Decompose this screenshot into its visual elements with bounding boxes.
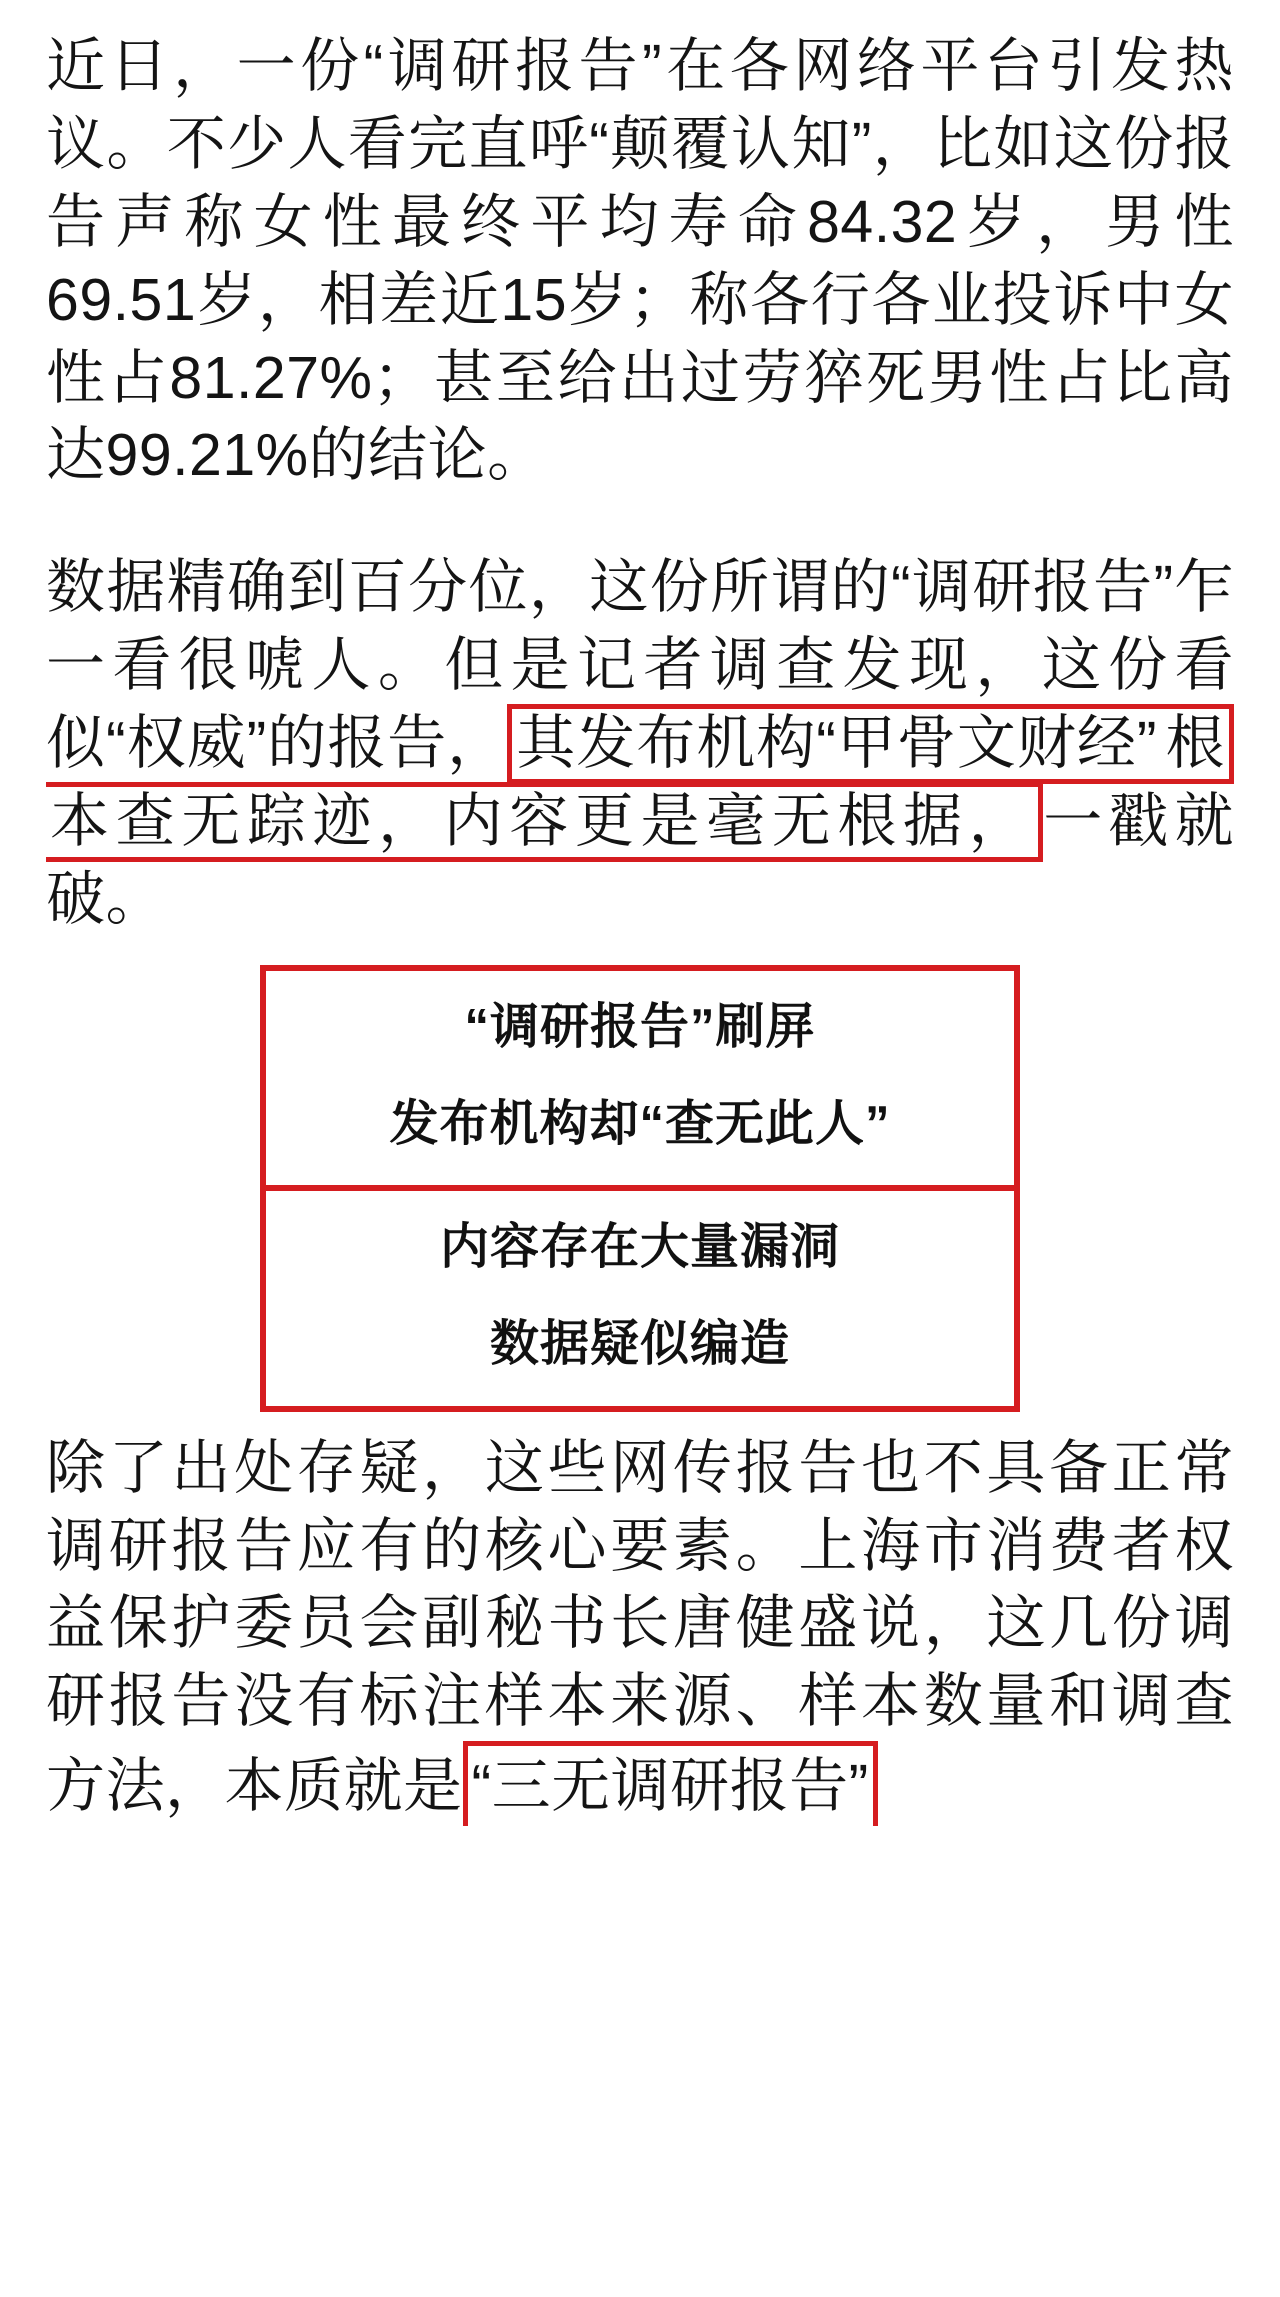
- paragraph-2-text-segment-2: 一戳就破。: [46, 787, 1234, 932]
- callout-box-1-line-1: “调研报告”刷屏: [464, 999, 816, 1054]
- red-highlight-no-trace: 根本查无踪迹，内容更是毫无根据，: [46, 704, 1234, 862]
- paragraph-2-text-segment-1: 数据精确到百分位，这份所谓的“调研报告”乍一看很唬人。但是记者调查发现，这份看似“权威”的报告，: [46, 554, 1234, 776]
- article-paragraph-2: [46, 549, 1234, 938]
- callout-box-2-line-1: 内容存在大量漏洞: [439, 1220, 840, 1275]
- article-paragraph-3: [46, 1430, 1234, 1826]
- callout-box-2-line-2: 数据疑似编造: [489, 1317, 790, 1372]
- callout-box-1: [260, 965, 1020, 1192]
- article-paragraph-1: 近日，一份“调研报告”在各网络平台引发热议。不少人看完直呼“颠覆认知”，比如这份报告声称女性最终平均寿命84.32岁，男性69.51岁，相差近15岁；称各行各业投诉中女性占81.27%；甚至给出过劳猝死男性占比高达99.21%的结论。: [46, 33, 1234, 489]
- callout-block: [46, 965, 1234, 1412]
- callout-box-2: [260, 1185, 1020, 1412]
- paragraph-3-text-segment-1: 除了出处存疑，这些网传报告也不具备正常调研报告应有的核心要素。上海市消费者权益保护委员会副秘书长唐健盛说，这几份调研报告没有标注样本来源、样本数量和调查方法，本质就是: [46, 1434, 1234, 1820]
- red-highlight-publisher: 其发布机构“甲骨文财经”: [507, 704, 1161, 784]
- callout-box-1-line-2: 发布机构却“查无此人”: [389, 1096, 891, 1151]
- red-highlight-three-no-report: “三无调研报告”: [463, 1741, 878, 1826]
